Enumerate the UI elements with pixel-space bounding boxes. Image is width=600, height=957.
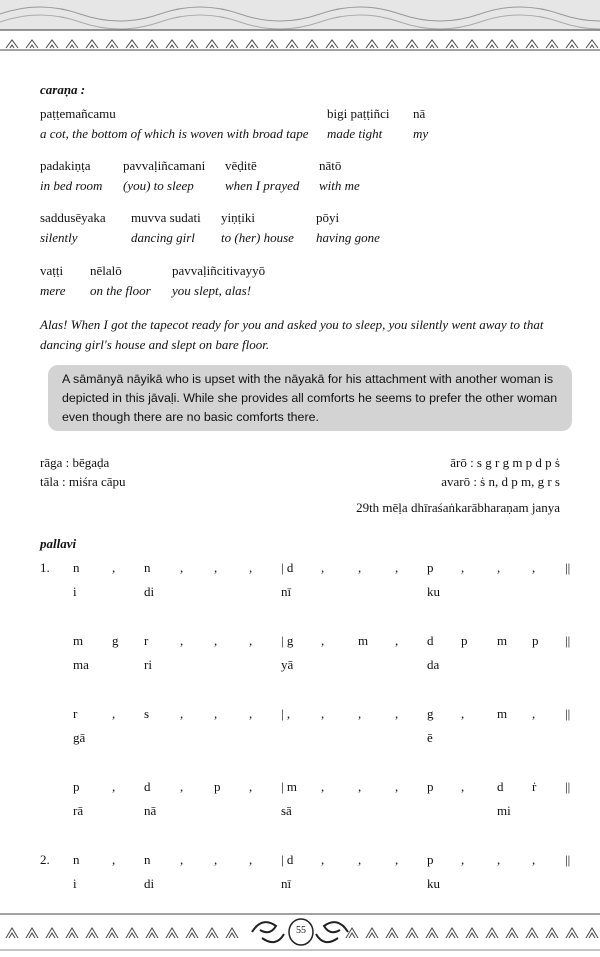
swara-note: s xyxy=(144,706,150,721)
swara-note: m xyxy=(358,633,369,648)
meaning: a cot, the bottom of which is woven with broad tape xyxy=(40,126,309,141)
swara-note: , xyxy=(112,706,116,721)
meaning: in bed room xyxy=(40,178,103,193)
swara-note: | d xyxy=(281,560,294,575)
word: bigi paṭṭiñci xyxy=(327,106,390,121)
meaning: to (her) house xyxy=(221,230,294,245)
meaning: mere xyxy=(40,283,66,298)
swara-note: n xyxy=(73,560,80,575)
mela-line: 29th mēḷa dhīraśaṅkarābharaṇam janya xyxy=(356,500,560,515)
word: saddusēyaka xyxy=(40,210,106,225)
avarohana-line: avarō : ṡ n, d p m, g r s xyxy=(441,474,560,489)
lyric-syllable: di xyxy=(144,876,155,891)
word: vaṭṭi xyxy=(40,263,64,278)
swara-note: , xyxy=(395,852,399,867)
swara-note: d xyxy=(427,633,434,648)
note-text: A sāmānyā nāyikā who is upset with the nāyakā for his attachment with another woman is depicted in this jāvaḷi. While she provides all comforts he seems to prefer the other woman even though there are no basic comforts there. xyxy=(62,372,558,424)
lyric-syllable: gā xyxy=(73,730,86,745)
swara-note: ṙ xyxy=(532,779,537,794)
swara-note: n xyxy=(144,852,151,867)
swara-note: m xyxy=(497,633,508,648)
lyric-syllable: nī xyxy=(281,876,292,891)
meaning: when I prayed xyxy=(225,178,300,193)
lyric-syllable: i xyxy=(73,584,77,599)
swara-note: p xyxy=(214,779,221,794)
swara-note: , xyxy=(321,633,325,648)
swara-note: , xyxy=(214,633,218,648)
swara-note: , xyxy=(395,779,399,794)
swara-note: , xyxy=(461,779,465,794)
meaning: on the floor xyxy=(90,283,151,298)
lyric-syllable: i xyxy=(73,876,77,891)
swara-note: , xyxy=(214,706,218,721)
swara-note: | d xyxy=(281,852,294,867)
swara-note: r xyxy=(144,633,149,648)
swara-note: , xyxy=(321,779,325,794)
raga-line: rāga : bēgaḍa xyxy=(40,455,110,470)
word: muvva sudati xyxy=(131,210,201,225)
swara-note: || xyxy=(565,706,571,721)
lyric-syllable: rā xyxy=(73,803,84,818)
meaning: (you) to sleep xyxy=(123,178,194,193)
swara-note: || xyxy=(565,633,571,648)
meaning: silently xyxy=(40,230,78,245)
swara-note: , xyxy=(321,706,325,721)
swara-note: , xyxy=(461,560,465,575)
lyric-syllable: mi xyxy=(497,803,511,818)
translation-paragraph: Alas! When I got the tapecot ready for you and asked you to sleep, you silently went away to that dancing girl's house and slept on bare floor. xyxy=(40,317,544,352)
word: yiṇṭiki xyxy=(221,210,255,225)
lyric-syllable: da xyxy=(427,657,440,672)
swara-note: n xyxy=(73,852,80,867)
swara-note: , xyxy=(497,852,501,867)
top-ornamental-border xyxy=(0,0,600,60)
swara-note: , xyxy=(112,779,116,794)
swara-note: , xyxy=(249,560,253,575)
swara-note: , xyxy=(358,706,362,721)
swara-note: d xyxy=(497,779,504,794)
swara-note: | , xyxy=(281,706,291,721)
lyric-syllable: ma xyxy=(73,657,89,672)
swara-note: p xyxy=(427,779,434,794)
lyric-syllable: ku xyxy=(427,876,440,891)
swara-note: , xyxy=(461,706,465,721)
swara-note: p xyxy=(427,560,434,575)
lyric-syllable: ku xyxy=(427,584,440,599)
lyric-syllable: sā xyxy=(281,803,292,818)
swara-note: || xyxy=(565,852,571,867)
swara-note: p xyxy=(461,633,468,648)
lyric-syllable: ri xyxy=(144,657,152,672)
word: nātō xyxy=(319,158,342,173)
swara-note: , xyxy=(532,852,536,867)
swara-note: p xyxy=(532,633,539,648)
swara-note: , xyxy=(249,633,253,648)
meaning: my xyxy=(413,126,429,141)
swara-note: , xyxy=(358,560,362,575)
swara-note: , xyxy=(358,779,362,794)
word: pavvaḷiñcamani xyxy=(123,158,206,173)
swara-note: || xyxy=(565,560,571,575)
swara-note: , xyxy=(214,560,218,575)
swara-note: , xyxy=(180,852,184,867)
swara-note: n xyxy=(144,560,151,575)
word: padakiṇṭa xyxy=(40,158,91,173)
swara-note: , xyxy=(497,560,501,575)
lyric-syllable: nā xyxy=(144,803,157,818)
swara-note: , xyxy=(249,779,253,794)
swara-note: , xyxy=(461,852,465,867)
swara-note: , xyxy=(249,852,253,867)
swara-note: p xyxy=(427,852,434,867)
meaning: dancing girl xyxy=(131,230,195,245)
meaning: made tight xyxy=(327,126,383,141)
swara-note: , xyxy=(112,852,116,867)
swara-note: , xyxy=(112,560,116,575)
lyric-syllable: yā xyxy=(281,657,294,672)
swara-note: , xyxy=(180,706,184,721)
lyric-syllable: nī xyxy=(281,584,292,599)
line-number: 2. xyxy=(40,852,50,867)
arohana-line: ārō : s g r g m p d p ṡ xyxy=(450,455,560,470)
swara-note: , xyxy=(358,852,362,867)
word: pōyi xyxy=(316,210,340,225)
swara-note: , xyxy=(395,560,399,575)
swara-note: , xyxy=(321,560,325,575)
note-box xyxy=(48,365,572,431)
tala-line: tāla : miśra cāpu xyxy=(40,474,126,489)
swara-note: , xyxy=(249,706,253,721)
lyric-syllable: di xyxy=(144,584,155,599)
swara-note: p xyxy=(73,779,80,794)
swara-note: g xyxy=(427,706,434,721)
swara-note: | g xyxy=(281,633,294,648)
swara-note: , xyxy=(214,852,218,867)
swara-note: , xyxy=(532,706,536,721)
swara-note: , xyxy=(321,852,325,867)
word: nā xyxy=(413,106,426,121)
word: paṭṭemañcamu xyxy=(40,106,116,121)
swara-note: | m xyxy=(281,779,297,794)
line-number: 1. xyxy=(40,560,50,575)
swara-note: r xyxy=(73,706,78,721)
meaning: you slept, alas! xyxy=(172,283,252,298)
swara-note: , xyxy=(532,560,536,575)
swara-note: , xyxy=(395,706,399,721)
pallavi-title: pallavi xyxy=(40,536,77,551)
word: pavvaḷiñcitivayyō xyxy=(172,263,266,278)
meaning: having gone xyxy=(316,230,380,245)
lyric-syllable: ē xyxy=(427,730,433,745)
swara-note: m xyxy=(73,633,84,648)
carana-title: caraṇa : xyxy=(40,82,86,97)
swara-note: , xyxy=(395,633,399,648)
swara-note: g xyxy=(112,633,119,648)
word: vēḍitē xyxy=(225,158,257,173)
swara-note: m xyxy=(497,706,508,721)
swara-note: , xyxy=(180,560,184,575)
meaning: with me xyxy=(319,178,360,193)
swara-note: || xyxy=(565,779,571,794)
swara-note: , xyxy=(180,779,184,794)
word: nēlalō xyxy=(90,263,122,278)
swara-note: d xyxy=(144,779,151,794)
page-number: 55 xyxy=(296,925,306,936)
swara-note: , xyxy=(180,633,184,648)
